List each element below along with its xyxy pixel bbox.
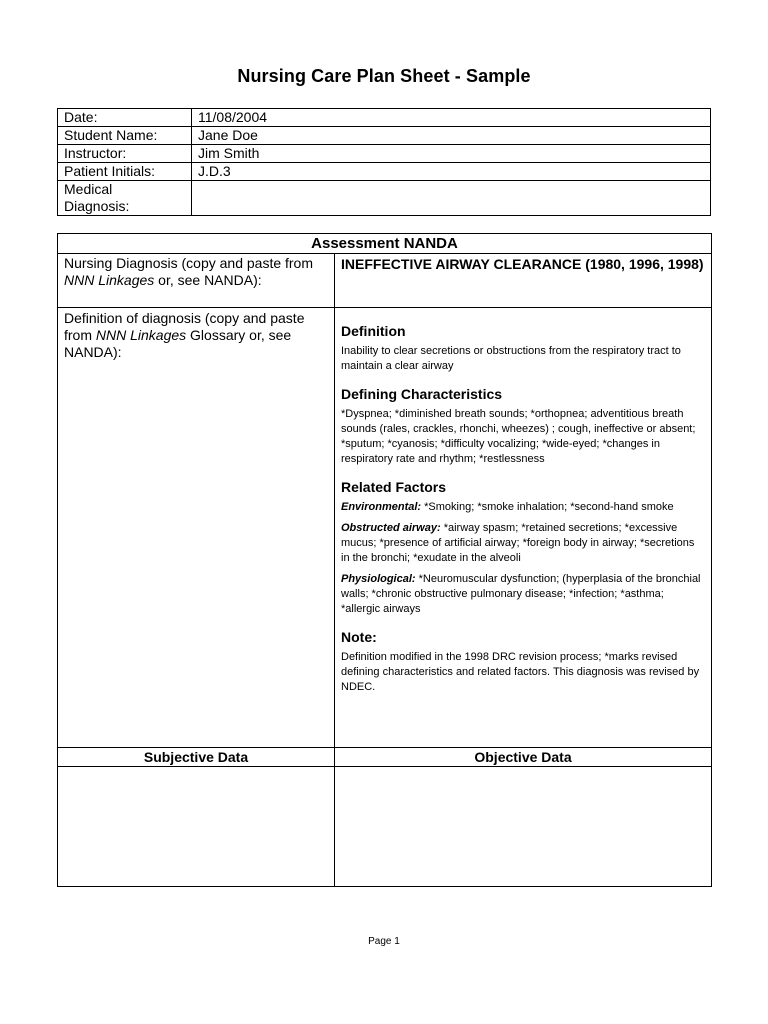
instructor-value: Jim Smith bbox=[192, 145, 711, 163]
definition-label: Definition of diagnosis (copy and paste from NNN Linkages Glossary or, see NANDA): bbox=[58, 308, 335, 748]
environmental-factors: Environmental: *Smoking; *smoke inhalation; *second-hand smoke bbox=[341, 501, 674, 513]
student-name-label: Student Name: bbox=[58, 127, 192, 145]
medical-diagnosis-value bbox=[192, 181, 711, 216]
defining-characteristics-heading: Defining Characteristics bbox=[341, 386, 503, 402]
objective-data-cell bbox=[335, 767, 712, 887]
defining-characteristics-text: *Dyspnea; *diminished breath sounds; *orthopnea; adventitious breath sounds (rales, crackles, rhonchi, wheezes) ; cough, ineffective or absent; *sputum; *cyanosis; *difficulty vocalizing; *wide-eyed; *changes in respiratory rate and rhythm; *restlessness bbox=[341, 408, 696, 465]
date-label: Date: bbox=[58, 109, 192, 127]
date-value: 11/08/2004 bbox=[192, 109, 711, 127]
physiological-factors: Physiological: *Neuromuscular dysfunction; (hyperplasia of the bronchial walls; *chronic obstructive pulmonary disease; *infection; *asthma; *allergic airways bbox=[341, 573, 701, 615]
note-text: Definition modified in the 1998 DRC revision process; *marks revised defining characteristics and related factors. This diagnosis was revised by NDEC. bbox=[341, 651, 700, 693]
definition-text: Inability to clear secretions or obstructions from the respiratory tract to maintain a clear airway bbox=[341, 345, 681, 372]
subjective-data-header: Subjective Data bbox=[58, 748, 335, 767]
student-name-value: Jane Doe bbox=[192, 127, 711, 145]
instructor-label: Instructor: bbox=[58, 145, 192, 163]
patient-info-table bbox=[57, 108, 711, 216]
nursing-diagnosis-label: Nursing Diagnosis (copy and paste from NNN Linkages or, see NANDA): bbox=[58, 254, 335, 308]
objective-data-header: Objective Data bbox=[335, 748, 712, 767]
page-number: Page 1 bbox=[368, 936, 400, 947]
page-title: Nursing Care Plan Sheet - Sample bbox=[237, 66, 531, 86]
definition-content bbox=[335, 308, 712, 748]
nursing-diagnosis-value: INEFFECTIVE AIRWAY CLEARANCE (1980, 1996, 1998) bbox=[335, 254, 712, 308]
assessment-table bbox=[57, 233, 712, 887]
patient-initials-value: J.D.3 bbox=[192, 163, 711, 181]
definition-heading: Definition bbox=[341, 323, 406, 339]
assessment-header: Assessment NANDA bbox=[58, 234, 712, 254]
related-factors-heading: Related Factors bbox=[341, 479, 447, 495]
medical-diagnosis-label: Medical Diagnosis: bbox=[58, 181, 192, 216]
obstructed-airway-factors: Obstructed airway: *airway spasm; *retained secretions; *excessive mucus; *presence of artificial airway; *foreign body in airway; *secretions in the bronchi; *exudate in the alveoli bbox=[341, 522, 695, 564]
subjective-data-cell bbox=[58, 767, 335, 887]
note-heading: Note: bbox=[341, 629, 377, 645]
patient-initials-label: Patient Initials: bbox=[58, 163, 192, 181]
